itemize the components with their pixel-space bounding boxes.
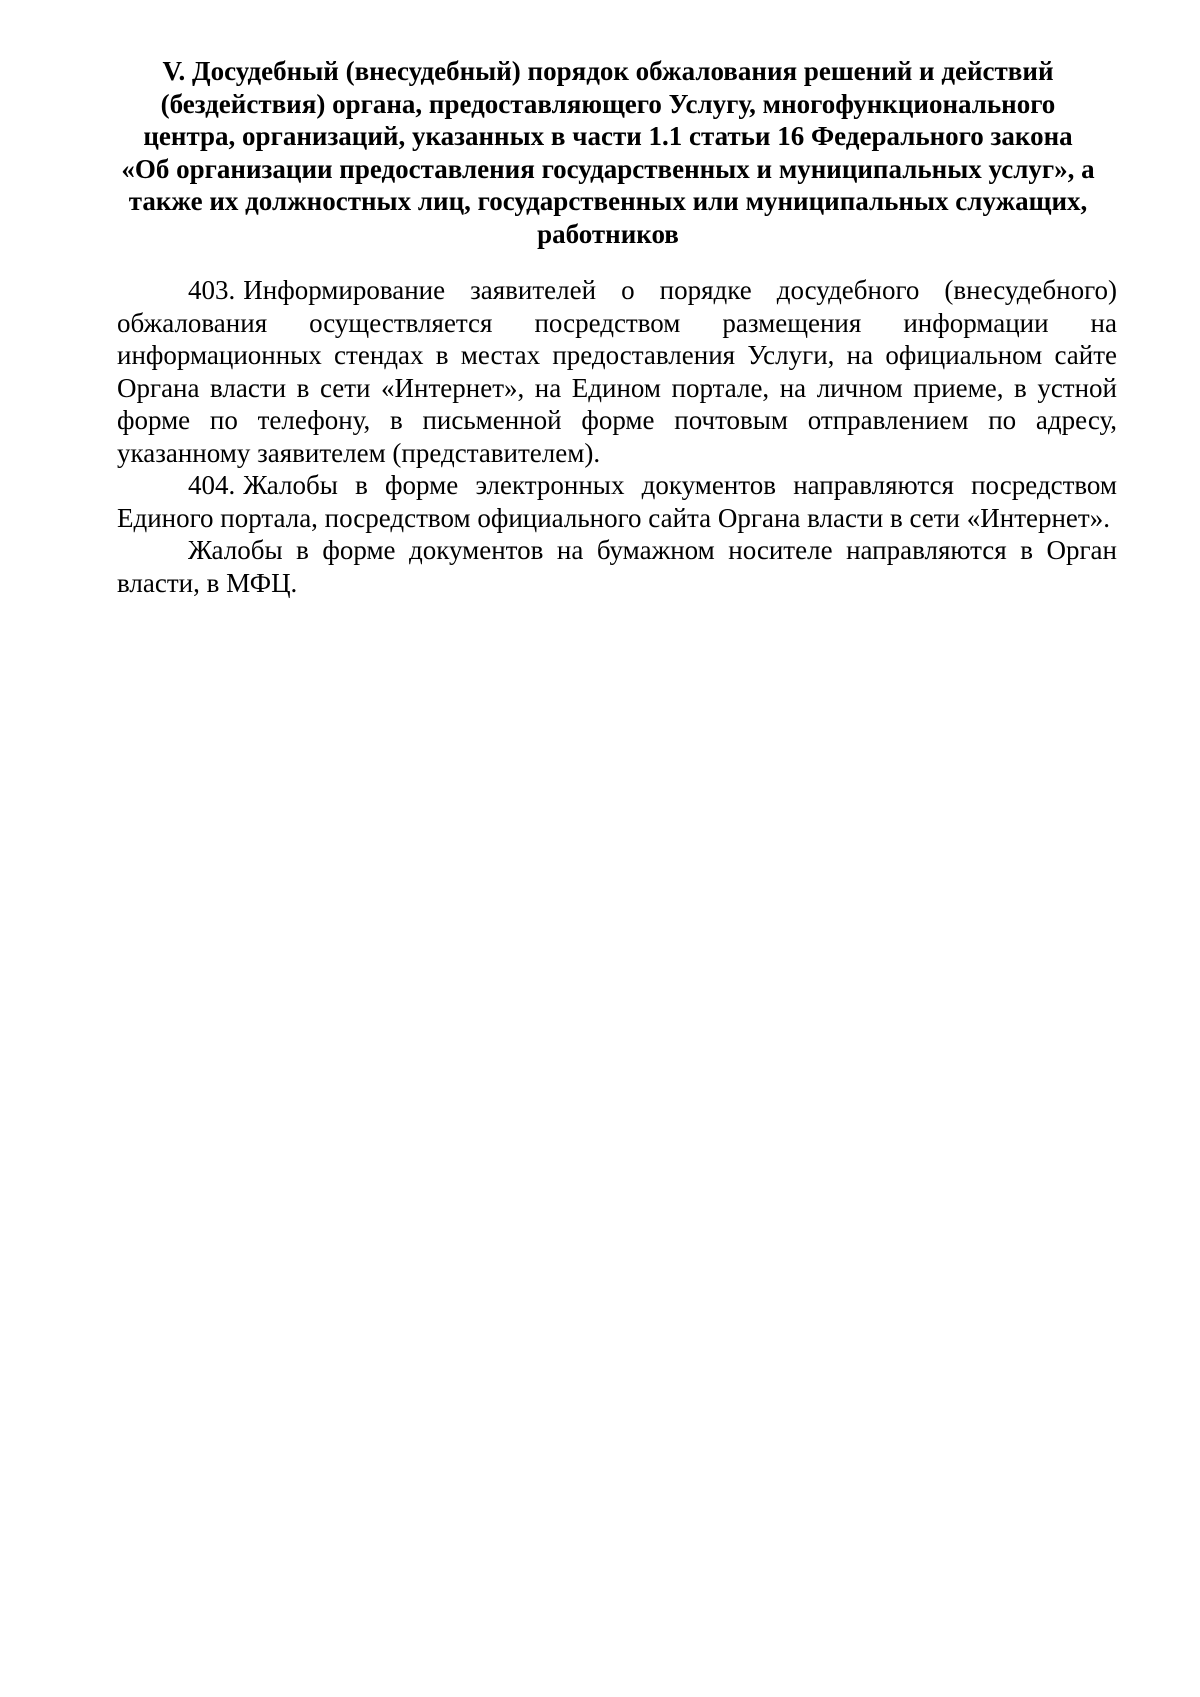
document-body (117, 274, 1117, 599)
paragraph-text: Жалобы в форме электронных документов направляются посредством Единого портала, посредством официального сайта Органа власти в сети «Интернет». (117, 470, 1117, 533)
paragraph-text: Жалобы в форме документов на бумажном носителе направляются в Орган власти, в МФЦ. (117, 535, 1117, 598)
section-heading-line: также их должностных лиц, государственных или муниципальных служащих, (128, 186, 1088, 216)
paragraph-text: Информирование заявителей о порядке досудебного (внесудебного) обжалования осуществляется посредством размещения информации на информационных стендах в местах предоставления Услуги, на официальном сайте Органа власти в сети «Интернет», на Едином портале, на личном приеме, в устной форме по телефону, в письменной форме почтовым отправлением по адресу, указанному заявителем (представителем). (117, 275, 1117, 468)
paragraph-paper-complaints (117, 534, 1117, 599)
section-heading-line: (бездействия) органа, предоставляющего Услугу, многофункционального (160, 88, 1056, 119)
paragraph-number: 404. (188, 470, 236, 500)
paragraph-number: 403. (188, 275, 236, 305)
paragraph-403 (117, 274, 1117, 469)
section-heading-line: «Об организации предоставления государственных и муниципальных услуг», а (121, 153, 1095, 184)
section-heading-line: центра, организаций, указанных в части 1.1 статьи 16 Федерального закона (143, 121, 1073, 151)
section-heading-line: работников (537, 218, 679, 249)
section-heading-line: V. Досудебный (внесудебный) порядок обжалования решений и действий (162, 56, 1054, 86)
section-heading (108, 55, 1108, 250)
paragraph-404 (117, 469, 1117, 534)
